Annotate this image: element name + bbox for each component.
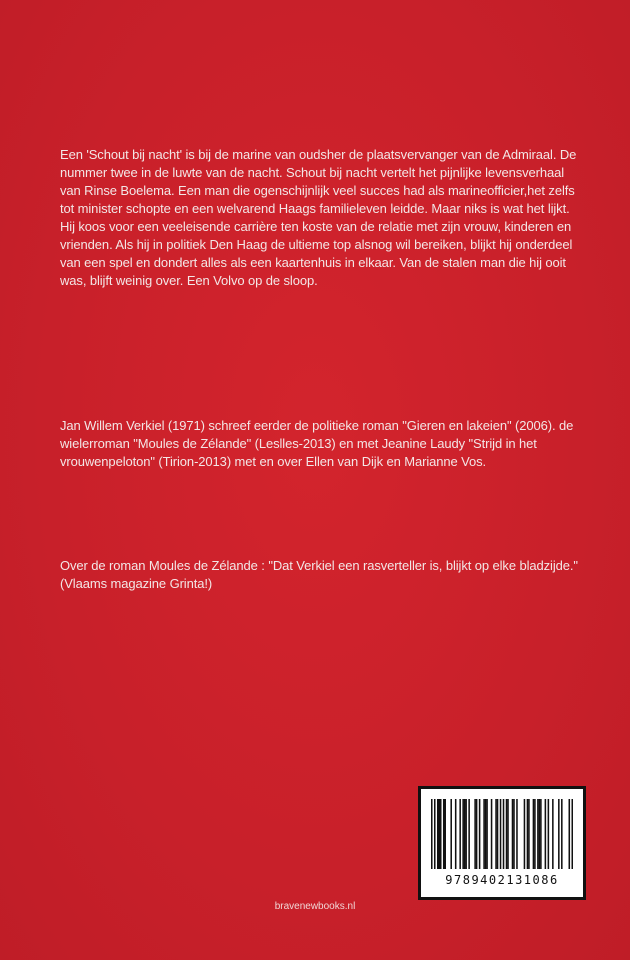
barcode-bar bbox=[545, 799, 547, 869]
barcode-bar bbox=[539, 799, 541, 869]
barcode-bar bbox=[479, 799, 481, 869]
barcode-bar bbox=[500, 799, 502, 869]
publisher-url: bravenewbooks.nl bbox=[274, 901, 356, 912]
barcode-bar bbox=[524, 799, 526, 869]
barcode-bar bbox=[444, 799, 446, 869]
synopsis-paragraph: Een 'Schout bij nacht' is bij de marine van oudsher de plaatsvervanger van de Admiraal. De nummer twee in de luwte van de nacht. Schout bij nacht vertelt het pijnlijke levensverhaal van Rinse Boelema. Een man die ogenschijnlijk veel succes had als marineofficier,het zelfs tot minister schopte en een welvarend Haags familieleven leidde. Maar niks is wat het lijkt. Hij koos voor een veeleisende carrière ten koste van de relatie met zijn vrouw, kinderen en vrienden. Als hij in politiek Den Haag de ultieme top alsnog wil bereiken, blijkt hij onderdeel van een spel en dondert alles als een kaartenhuis in elkaar. Van de stalen man die hij ooit was, blijft weinig over. Een Volvo op de sloop. bbox=[60, 147, 577, 288]
barcode-bar bbox=[443, 799, 445, 869]
barcode-bar bbox=[572, 799, 573, 869]
barcode-bar bbox=[431, 799, 433, 869]
barcode-bar bbox=[491, 799, 493, 869]
isbn-number: 9789402131086 bbox=[445, 873, 559, 887]
synopsis-text bbox=[60, 146, 580, 290]
barcode-bar bbox=[512, 799, 514, 869]
barcode-bar bbox=[486, 799, 488, 869]
barcode-bar bbox=[434, 799, 436, 869]
author-bio-paragraph: Jan Willem Verkiel (1971) schreef eerder de politieke roman "Gieren en lakeien" (2006). de wielerroman "Moules de Zélande" (Leslles-2013) en met Jeanine Laudy "Strijd in het vrouwenpeloton" (Tirion-2013) met en over Ellen van Dijk en Marianne Vos. bbox=[60, 418, 574, 469]
barcode-bar bbox=[527, 799, 529, 869]
barcode-bar bbox=[459, 799, 461, 869]
barcode-bar bbox=[533, 799, 535, 869]
review-quote-paragraph: Over de roman Moules de Zélande : "Dat Verkiel een rasverteller is, blijkt op elke bladzijde." (Vlaams magazine Grinta!) bbox=[60, 558, 578, 591]
barcode-bar bbox=[540, 799, 542, 869]
barcode-bars bbox=[431, 799, 573, 869]
barcode-bar bbox=[552, 799, 554, 869]
barcode-bar bbox=[537, 799, 539, 869]
barcode-bar bbox=[476, 799, 478, 869]
barcode-bar bbox=[455, 799, 457, 869]
barcode-bar bbox=[485, 799, 487, 869]
barcode-bar bbox=[516, 799, 518, 869]
barcode-bar bbox=[548, 799, 550, 869]
isbn-barcode bbox=[418, 786, 586, 900]
barcode-bar bbox=[462, 799, 464, 869]
review-quote bbox=[60, 557, 580, 593]
barcode-bar bbox=[495, 799, 497, 869]
barcode-bar bbox=[438, 799, 440, 869]
barcode-bar bbox=[561, 799, 563, 869]
barcode-bar bbox=[450, 799, 452, 869]
barcode-bar bbox=[464, 799, 466, 869]
author-bio bbox=[60, 417, 580, 471]
barcode-bar bbox=[507, 799, 509, 869]
barcode-bar bbox=[513, 799, 515, 869]
barcode-bar bbox=[437, 799, 439, 869]
barcode-bar bbox=[569, 799, 571, 869]
barcode-bar bbox=[468, 799, 470, 869]
barcode-bar bbox=[506, 799, 508, 869]
barcode-bar bbox=[503, 799, 505, 869]
barcode-bar bbox=[440, 799, 442, 869]
barcode-bar bbox=[474, 799, 476, 869]
barcode-bar bbox=[483, 799, 485, 869]
barcode-bar bbox=[528, 799, 530, 869]
barcode-bar bbox=[497, 799, 499, 869]
barcode-bar bbox=[534, 799, 536, 869]
barcode-bar bbox=[465, 799, 467, 869]
barcode-bar bbox=[558, 799, 560, 869]
